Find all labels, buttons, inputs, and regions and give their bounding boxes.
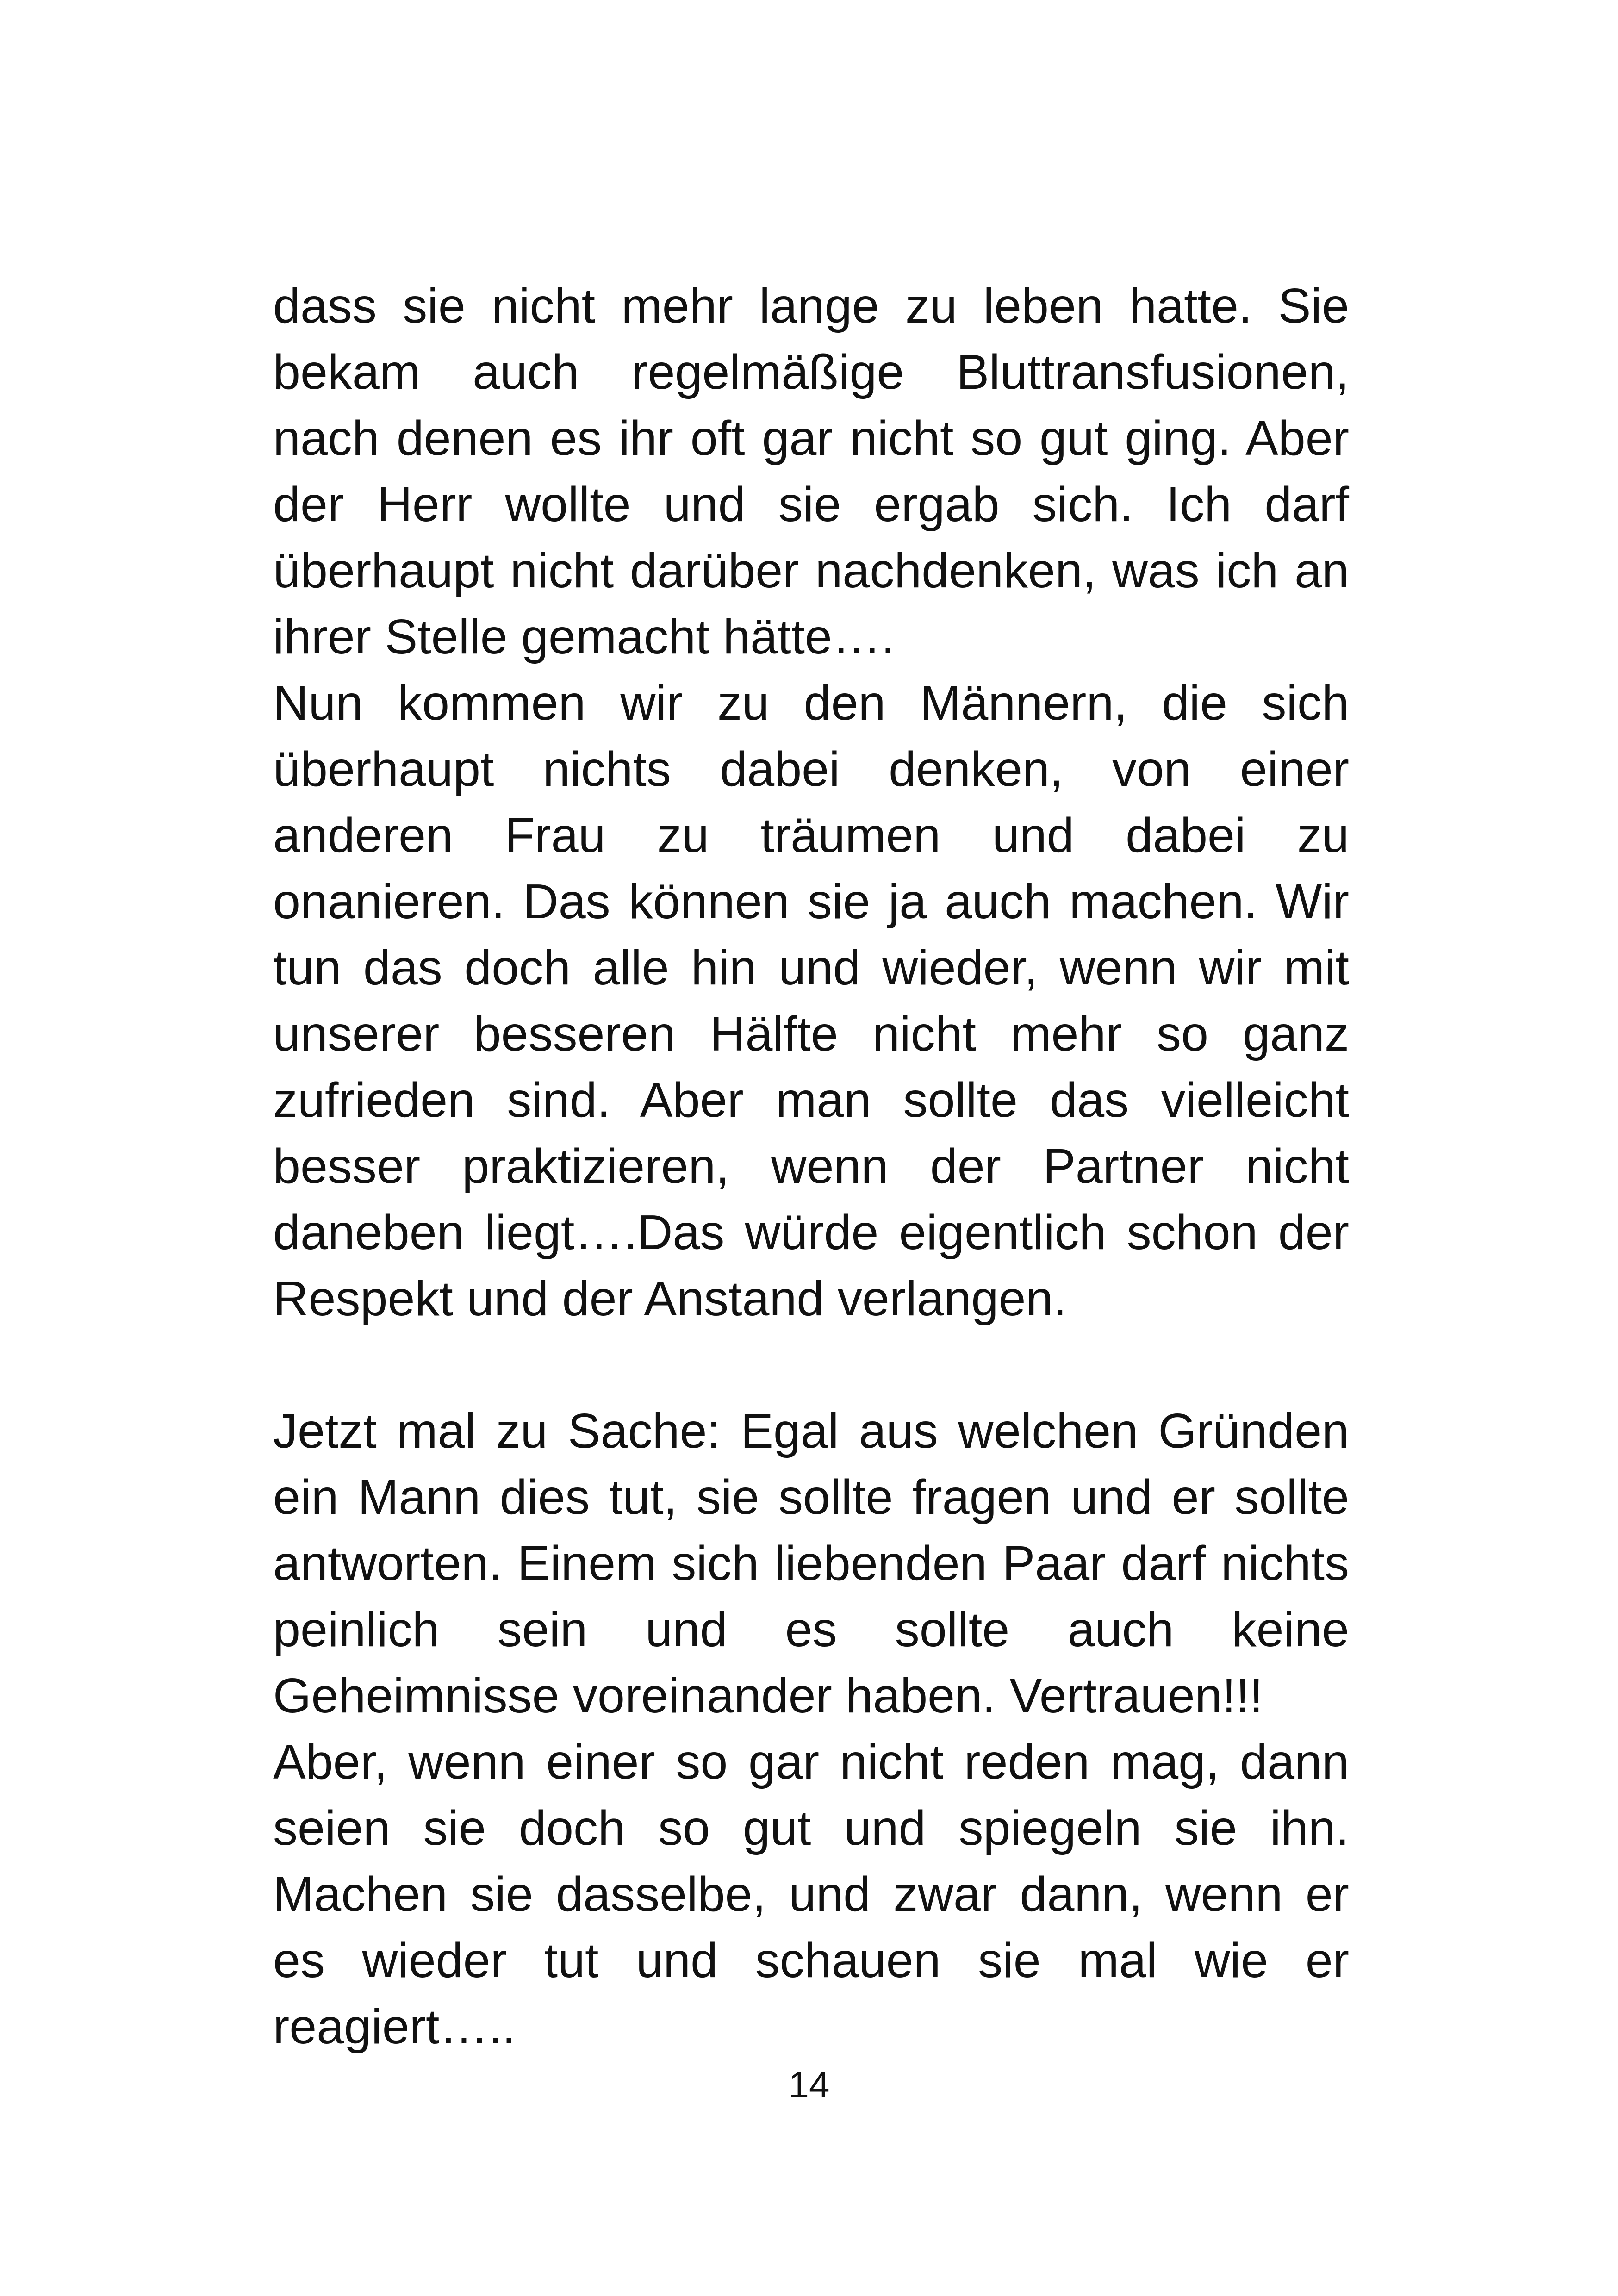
paragraph-2: Nun kommen wir zu den Männern, die sich überhaupt nichts dabei denken, von einer anderen Frau zu träumen und dabei zu onanieren. Das können sie ja auch machen. Wir tun das doch alle hin und wieder, wenn wir mit unserer besseren Hälfte nicht mehr so ganz zufrieden sind. Aber man sollte das vielleicht besser praktizieren, wenn der Partner nicht daneben liegt….Das würde eigentlich schon der Respekt und der Anstand verlangen. — [273, 676, 1349, 1326]
paragraph-3: Jetzt mal zu Sache: Egal aus welchen Gründen ein Mann dies tut, sie sollte fragen und er sollte antworten. Einem sich liebenden Paar darf nichts peinlich sein und es sollte auch keine Geheimnisse voreinander haben. Vertrauen!!! — [273, 1404, 1349, 1723]
paragraph-spacer — [273, 1332, 1349, 1398]
paragraph-1: dass sie nicht mehr lange zu leben hatte. Sie bekam auch regelmäßige Bluttransfusionen, nach denen es ihr oft gar nicht so gut ging. Aber der Herr wollte und sie ergab sich. Ich darf überhaupt nicht darüber nachdenken, was ich an ihrer Stelle gemacht hätte…. — [273, 279, 1349, 664]
body-text — [273, 273, 1349, 2060]
page-number: 14 — [788, 2064, 830, 2105]
paragraph-4: Aber, wenn einer so gar nicht reden mag, dann seien sie doch so gut und spiegeln sie ihn. Machen sie dasselbe, und zwar dann, wenn er es wieder tut und schauen sie mal wie er reagiert….. — [273, 1735, 1349, 2054]
